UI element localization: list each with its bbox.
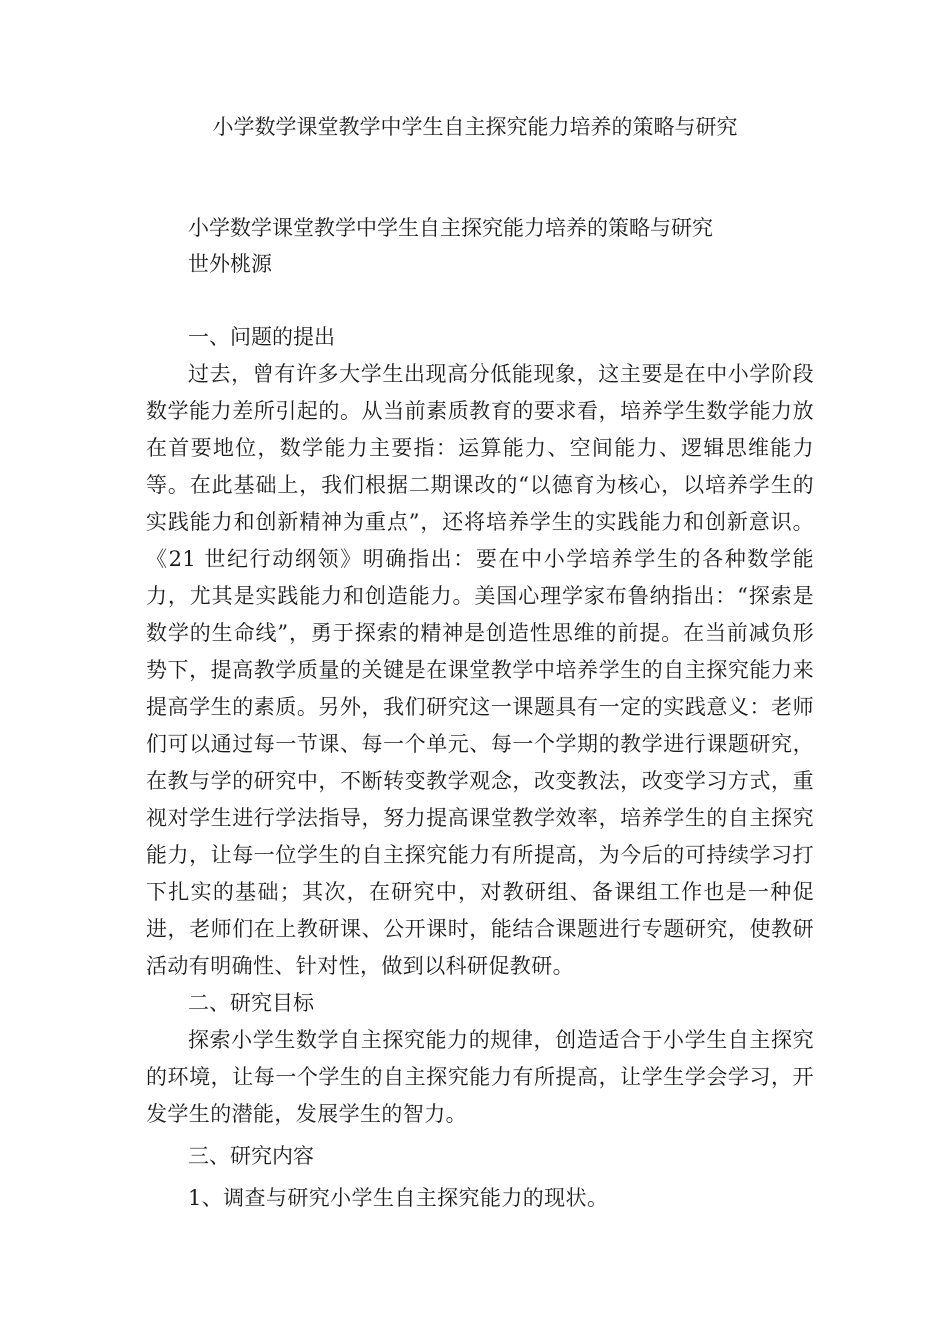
section-heading-content: 三、研究内容 (188, 1144, 314, 1168)
document-body (146, 319, 814, 1217)
document-title: 小学数学课堂教学中学生自主探究能力培养的策略与研究 (212, 115, 738, 139)
paragraph-goals: 探索小学生数学自主探究能力的规律，创造适合于小学生自主探究的环境，让每一个学生的自主探究能力有所提高，让学生学会学习，开发学生的潜能，发展学生的智力。 (146, 1028, 814, 1126)
section-heading-goals: 二、研究目标 (188, 991, 314, 1015)
list-item-content-1: 1、调查与研究小学生自主探究能力的现状。 (188, 1186, 609, 1210)
document-author: 世外桃源 (188, 252, 272, 276)
document-subtitle: 小学数学课堂教学中学生自主探究能力培养的策略与研究 (188, 216, 713, 240)
section-heading-problem: 一、问题的提出 (188, 325, 335, 349)
document-meta (188, 210, 808, 282)
paragraph-problem: 过去，曾有许多大学生出现高分低能现象，这主要是在中小学阶段数学能力差所引起的。从当前素质教育的要求看，培养学生数学能力放在首要地位，数学能力主要指：运算能力、空间能力、逻辑思维能力等。在此基础上，我们根据二期课改的“以德育为核心，以培养学生的实践能力和创新精神为重点”，还将培养学生的实践能力和创新意识。《21 世纪行动纲领》明确指出：要在中小学培养学生的各种数学能力，尤其是实践能力和创造能力。美国心理学家布鲁纳指出：“探索是数学的生命线”，勇于探索的精神是创造性思维的前提。在当前减负形势下，提高教学质量的关键是在课堂教学中培养学生的自主探究能力来提高学生的素质。另外，我们研究这一课题具有一定的实践意义：老师们可以通过每一节课、每一个单元、每一个学期的教学进行课题研究，在教与学的研究中，不断转变教学观念，改变教法，改变学习方式，重视对学生进行学法指导，努力提高课堂教学效率，培养学生的自主探究能力，让每一位学生的自主探究能力有所提高，为今后的可持续学习打下扎实的基础；其次，在研究中，对教研组、备课组工作也是一种促进，老师们在上教研课、公开课时，能结合课题进行专题研究，使教研活动有明确性、针对性，做到以科研促教研。 (146, 362, 814, 978)
